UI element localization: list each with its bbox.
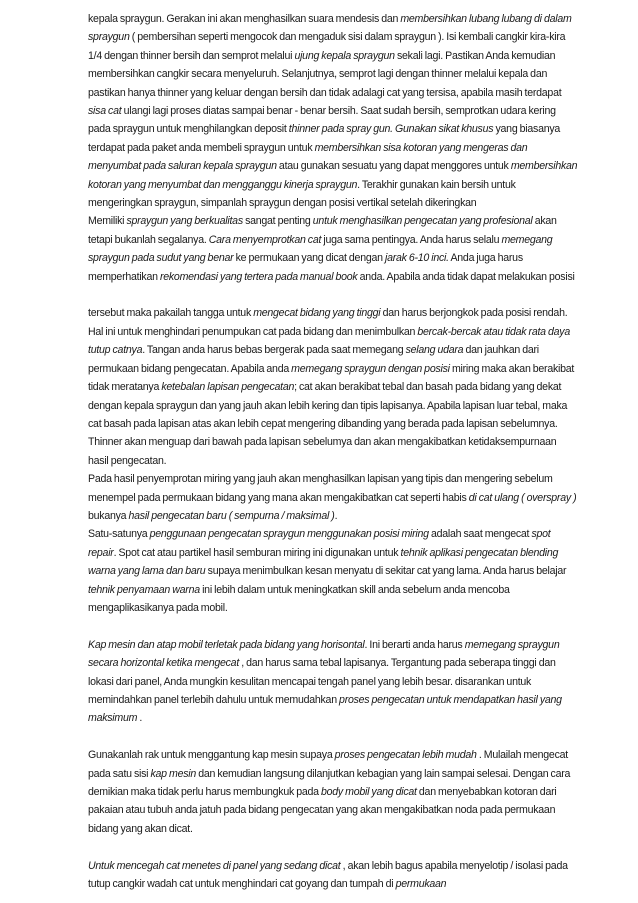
emphasized-text: tehnik penyamaan warna — [88, 583, 200, 596]
emphasized-text: hasil pengecatan baru ( sempurna / maksimal ) — [128, 509, 335, 522]
body-text: anda. Apabila anda tidak dapat melakukan posisi — [357, 270, 575, 283]
body-text: . — [137, 712, 143, 725]
body-text: kepala spraygun. Gerakan ini akan menghasilkan suara mendesis dan — [88, 13, 401, 25]
emphasized-text: membersihkan sisa kotoran yang mengeras dan menyumbat pada saluran kepala spraygun — [88, 141, 528, 173]
emphasized-text: tehnik aplikasi pengecatan blending warna yang lama dan baru — [88, 546, 559, 578]
body-text: Gunakanlah rak untuk menggantung kap mesin supaya — [88, 749, 335, 762]
emphasized-text: memegang spraygun secara horizontal ketika mengecat — [88, 638, 560, 670]
body-text: juga sama pentingya. Anda harus selalu — [321, 233, 502, 246]
emphasized-text: memegang spraygun pada sudut yang benar — [88, 233, 553, 265]
emphasized-text: spot repair — [88, 528, 551, 559]
emphasized-text: spraygun yang berkualitas — [126, 215, 243, 228]
body-text: supaya menimbulkan kesan menyatu di sekitar cat yang lama. Anda harus belajar — [205, 565, 567, 578]
emphasized-text: sisa cat — [88, 105, 122, 118]
emphasized-text: bercak-bercak atau tidak rata daya tutup catnya — [88, 325, 570, 357]
paragraph — [88, 10, 578, 212]
body-text: , dan harus sama tebal lapisanya. Tergantung pada seberapa tinggi dan lokasi dari panel, Anda mungkin kesulitan mencapai tengah panel yang lebih besar. disarankan untuk memindahkan panel terlebih dahulu untuk memudahkan — [88, 657, 556, 706]
emphasized-text: kap mesin — [150, 767, 197, 780]
body-text: . — [334, 509, 338, 522]
body-text: bukanya — [88, 509, 129, 522]
body-text: sangat penting — [242, 215, 313, 228]
body-text: . Spot cat atau partikel hasil semburan miring ini digunakan untuk — [113, 546, 401, 559]
emphasized-text: thinner pada spray gun. Gunakan sikat khusus — [288, 123, 494, 136]
emphasized-text: permukaan — [395, 878, 447, 891]
body-text: ke permukaan yang dicat dengan — [233, 252, 385, 265]
emphasized-text: untuk menghasilkan pengecatan yang profesional — [312, 215, 533, 228]
body-text: yang biasanya terdapat pada paket anda membeli spraygun untuk — [88, 123, 561, 154]
emphasized-text: ujung kepala spraygun — [294, 49, 395, 62]
body-text: adalah saat mengecat — [428, 528, 532, 541]
paragraph — [88, 525, 578, 617]
emphasized-text: selang udara — [405, 344, 464, 357]
body-text: dan jauhkan dari permukaan bidang pengecatan. Apabila anda — [88, 344, 539, 375]
body-text: ; cat akan berakibat tebal dan basah pada bidang yang dekat dengan kepala spraygun dan yang jauh akan lebih kering dan tipis lapisanya. Apabila lapisan luar tebal, maka cat basah pada lapisan atas akan lebih cepat mengering dibanding yang berada pada lapisan sebelumnya. Thinner akan menguap dari bawah pada lapisan sebelumya dan akan mengakibatkan ketidaksempurnaan hasil pengecatan. — [88, 381, 568, 467]
emphasized-text: membersihkan kotoran yang menyumbat dan mengganggu kinerja spraygun — [88, 160, 578, 191]
body-text: Anda juga harus memperhatikan — [88, 252, 523, 283]
body-text: . Ini berarti anda harus — [364, 638, 465, 651]
emphasized-text: jarak 6-10 inci. — [384, 252, 449, 265]
body-text: ulangi lagi proses diatas sampai benar - benar bersih. Saat sudah bersih, semprotkan udara kering pada spraygun untuk menghilangkan deposit — [88, 105, 556, 136]
body-text: dan menyebabkan kotoran dari pakaian atau tubuh anda jatuh pada bidang pengecatan yang akan mengakibatkan noda pada permukaan bidang yang akan dicat. — [88, 786, 557, 835]
body-text: . Tangan anda harus bebas bergerak pada saat memegang — [142, 344, 406, 357]
body-text: . Mulailah mengecat pada satu sisi — [88, 749, 568, 780]
emphasized-text: memegang spraygun dengan posisi — [291, 362, 450, 375]
body-text: Satu-satunya — [88, 528, 150, 541]
body-text: atau gunakan sesuatu yang dapat menggores untuk — [276, 160, 511, 173]
paragraph — [88, 636, 578, 728]
body-text: , akan lebih bagus apabila menyelotip / isolasi pada tutup cangkir wadah cat untuk menghindari cat goyang dan tumpah di — [88, 859, 568, 891]
body-text: . Terakhir gunakan kain bersih untuk mengeringkan spraygun, simpanlah spraygun dengan posisi vertikal setelah dikeringkan — [88, 178, 516, 210]
emphasized-text: membersihkan lubang lubang di dalam spraygun — [88, 13, 572, 44]
emphasized-text: proses pengecatan untuk mendapatkan hasil yang maksimum — [88, 694, 562, 725]
paragraph — [88, 746, 578, 838]
body-text: sekali lagi. Pastikan Anda kemudian membersihkan cangkir secara menyeluruh. Selanjutnya, semprot lagi dengan thinner melalui kepala dan pastikan hanya thinner yang keluar dengan bersih dan tidak adalagi cat yang tersisa, apabila masih terdapat — [88, 49, 562, 99]
paragraph — [88, 304, 578, 470]
body-text: tersebut maka pakailah tangga untuk — [88, 307, 254, 320]
paragraph — [88, 212, 578, 286]
body-text: ( pembersihan seperti mengocok dan mengaduk sisi dalam spraygun ). Isi kembali cangkir kira-kira 1/4 dengan thinner bersih dan semprot melalui — [88, 31, 566, 62]
body-text: Pada hasil penyemprotan miring yang jauh akan menghasilkan lapisan yang tipis dan mengering sebelum menempel pada permukaan bidang yang mana akan mengakibatkan cat seperti habis — [88, 473, 553, 504]
emphasized-text: ketebalan lapisan pengecatan — [161, 381, 295, 394]
emphasized-text: Cara menyemprotkan cat — [208, 233, 322, 246]
emphasized-text: Kap mesin dan atap mobil terletak pada bidang yang horisontal — [88, 638, 365, 651]
body-text: Memiliki — [88, 215, 127, 228]
emphasized-text: body mobil yang dicat — [321, 786, 417, 799]
body-text: dan harus berjongkok pada posisi rendah. Hal ini untuk menghindari penumpukan cat pada bidang dan menimbulkan — [88, 307, 568, 338]
body-text: ini lebih dalam untuk meningkatkan skill anda sebelum anda mencoba mengaplikasikanya pada mobil. — [88, 583, 510, 614]
body-text: akan tetapi bukanlah segalanya. — [88, 215, 557, 246]
paragraph — [88, 470, 578, 525]
emphasized-text: penggunaan pengecatan spraygun menggunakan posisi miring — [149, 528, 429, 541]
emphasized-text: proses pengecatan lebih mudah — [334, 749, 477, 762]
emphasized-text: Untuk mencegah cat menetes di panel yang sedang dicat — [88, 859, 341, 872]
emphasized-text: di cat ulang ( overspray ) — [468, 491, 577, 504]
emphasized-text: rekomendasi yang tertera pada manual book — [159, 270, 358, 283]
body-text: dan kemudian langsung dilanjutkan kebagian yang lain sampai selesai. Dengan cara demikian maka tidak perlu harus membungkuk pada — [88, 767, 571, 799]
body-text: miring maka akan berakibat tidak meratanya — [88, 362, 575, 394]
emphasized-text: mengecat bidang yang tinggi — [253, 307, 381, 320]
paragraph — [88, 857, 578, 894]
